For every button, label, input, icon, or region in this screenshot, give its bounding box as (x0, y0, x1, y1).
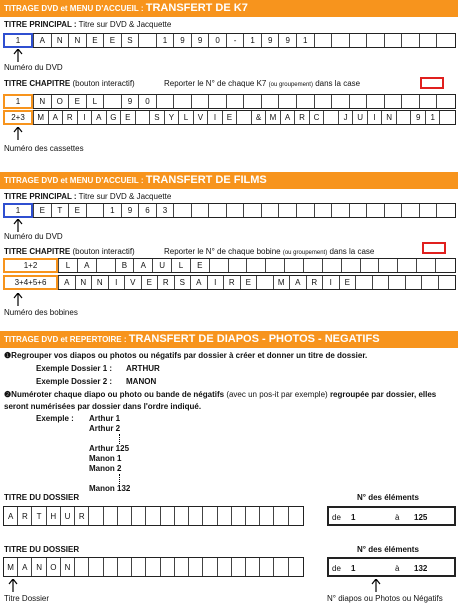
grid-cell[interactable]: N (76, 276, 93, 289)
grid-cell[interactable] (246, 507, 260, 525)
dossier1-title-label: TITRE DU DOSSIER (4, 493, 80, 502)
grid-cell[interactable] (315, 204, 333, 217)
grid-cell[interactable]: G (107, 111, 122, 124)
grid-cell[interactable] (332, 34, 350, 47)
grid-cell[interactable]: R (224, 276, 241, 289)
grid-cell[interactable]: M (4, 558, 18, 576)
grid-cell[interactable] (350, 95, 368, 108)
grid-cell[interactable] (227, 95, 245, 108)
grid-cell[interactable]: E (87, 34, 105, 47)
grid-cell[interactable]: J (339, 111, 354, 124)
step2-bullet-icon: ❷ (4, 390, 12, 399)
grid-cell[interactable] (279, 95, 297, 108)
grid-cell[interactable] (89, 507, 103, 525)
grid-cell[interactable]: E (69, 204, 87, 217)
grid-cell[interactable]: E (340, 276, 357, 289)
k7-chapter2-number-box[interactable]: 2+3 (3, 110, 33, 125)
grid-cell[interactable] (139, 34, 157, 47)
grid-cell[interactable] (260, 558, 274, 576)
grid-cell[interactable] (237, 111, 252, 124)
grid-cell[interactable] (146, 558, 160, 576)
grid-cell[interactable] (367, 34, 385, 47)
k7-banner-small: TITRAGE DVD et MENU D'ACCUEIL : (4, 4, 146, 13)
k7-number-example-box (420, 77, 444, 89)
list-ellipsis (119, 434, 122, 444)
grid-cell[interactable] (97, 259, 116, 272)
grid-cell[interactable]: O (47, 558, 61, 576)
grid-cell[interactable] (266, 259, 285, 272)
grid-cell[interactable] (257, 276, 274, 289)
grid-cell[interactable] (209, 204, 227, 217)
grid-cell[interactable] (323, 259, 342, 272)
grid-cell[interactable] (422, 276, 439, 289)
grid-cell[interactable]: H (47, 507, 61, 525)
grid-cell[interactable] (262, 95, 280, 108)
grid-cell[interactable]: S (150, 111, 165, 124)
up-arrow-icon (13, 219, 23, 232)
films-titre-principal: TITRE PRINCIPAL : Titre sur DVD & Jacquette (4, 192, 172, 201)
grid-cell[interactable]: 1 (104, 204, 122, 217)
dossier2-title-label: TITRE DU DOSSIER (4, 545, 80, 554)
diapos-step2: ❷Numéroter chaque diapo ou photo ou bande de négatifs (avec un pos-it par exemple) regroupée par dossier, elles (4, 390, 437, 399)
k7-main-title-grid[interactable] (3, 33, 456, 48)
grid-cell[interactable]: N (34, 95, 52, 108)
grid-cell[interactable] (104, 558, 118, 576)
films-number-example-box (422, 242, 446, 254)
grid-cell[interactable] (440, 111, 455, 124)
grid-cell[interactable]: U (61, 507, 75, 525)
step1-bullet-icon: ❶ (4, 351, 12, 360)
grid-cell[interactable] (324, 111, 339, 124)
grid-cell[interactable] (439, 276, 456, 289)
dossier2-elements-label: N° des éléments (357, 545, 419, 554)
grid-cell[interactable]: A (34, 34, 52, 47)
films-chapter1-grid[interactable] (3, 258, 456, 273)
exemple-label: Exemple : (36, 414, 74, 423)
grid-cell[interactable]: V (125, 276, 142, 289)
films-main-title-grid[interactable] (3, 203, 456, 218)
list-item: Arthur 125 (89, 444, 130, 453)
example-dossier1-label: Exemple Dossier 1 : (36, 364, 113, 373)
grid-cell[interactable] (175, 558, 189, 576)
grid-cell[interactable]: A (92, 111, 107, 124)
grid-cell[interactable] (332, 204, 350, 217)
grid-cell[interactable]: I (208, 111, 223, 124)
films-chapter2-grid[interactable] (3, 275, 456, 290)
grid-cell[interactable]: T (32, 507, 46, 525)
grid-cell[interactable] (297, 204, 315, 217)
k7-banner-title: TRANSFERT DE K7 (145, 2, 248, 14)
up-arrow-icon (13, 127, 23, 140)
grid-cell[interactable] (437, 204, 455, 217)
grid-cell[interactable] (315, 34, 333, 47)
diapos-step2-continued: seront numérisées par dossier dans l'ordre indiqué. (4, 402, 202, 411)
grid-cell[interactable]: N (382, 111, 397, 124)
dossier1-from: 1 (351, 513, 356, 522)
grid-cell[interactable]: 9 (279, 34, 297, 47)
films-numero-bobines-label: Numéro des bobines (4, 308, 78, 317)
grid-cell[interactable] (244, 95, 262, 108)
grid-cell[interactable] (289, 558, 303, 576)
grid-cell[interactable] (402, 34, 420, 47)
grid-cell[interactable] (367, 95, 385, 108)
grid-cell[interactable]: 1 (426, 111, 441, 124)
grid-cell[interactable] (247, 259, 266, 272)
grid-cell[interactable] (417, 259, 436, 272)
k7-reporter-text: Reporter le N° de chaque K7 (ou groupement) dans la case (164, 79, 361, 88)
grid-cell[interactable] (420, 204, 438, 217)
grid-cell[interactable]: 1 (297, 34, 315, 47)
k7-chapter2-grid[interactable] (3, 110, 456, 125)
grid-cell[interactable] (297, 95, 315, 108)
grid-cell[interactable]: 1 (244, 34, 262, 47)
k7-banner (0, 0, 458, 17)
list-item: Arthur 2 (89, 424, 121, 433)
example-dossier2-label: Exemple Dossier 2 : (36, 377, 113, 386)
grid-cell[interactable] (161, 507, 175, 525)
grid-cell[interactable] (315, 95, 333, 108)
grid-cell[interactable]: A (78, 259, 97, 272)
grid-cell[interactable] (437, 95, 455, 108)
grid-cell[interactable]: A (49, 111, 64, 124)
k7-titre-chapitre: TITRE CHAPITRE (bouton interactif) (4, 79, 135, 88)
grid-cell[interactable]: E (121, 111, 136, 124)
grid-cell[interactable] (389, 276, 406, 289)
grid-cell[interactable]: S (175, 276, 192, 289)
grid-cell[interactable] (146, 507, 160, 525)
grid-cell[interactable] (406, 276, 423, 289)
grid-cell[interactable] (203, 558, 217, 576)
grid-cell[interactable] (246, 558, 260, 576)
grid-cell[interactable]: B (116, 259, 135, 272)
grid-cell[interactable]: L (59, 259, 78, 272)
grid-cell[interactable]: Y (165, 111, 180, 124)
grid-cell[interactable] (274, 558, 288, 576)
grid-cell[interactable]: & (252, 111, 267, 124)
up-arrow-icon (13, 293, 23, 306)
grid-cell[interactable]: 9 (174, 34, 192, 47)
list-item: Manon 1 (89, 454, 122, 463)
grid-cell[interactable] (279, 204, 297, 217)
grid-cell[interactable] (304, 259, 323, 272)
grid-cell[interactable] (361, 259, 380, 272)
diapos-banner-title: TRANSFERT DE DIAPOS - PHOTOS - NEGATIFS (128, 333, 380, 345)
grid-cell[interactable]: L (172, 259, 191, 272)
list-item: Manon 132 (89, 484, 131, 493)
grid-cell[interactable]: I (78, 111, 93, 124)
dossier2-title-grid[interactable] (3, 557, 304, 577)
grid-cell[interactable]: R (295, 111, 310, 124)
grid-cell[interactable] (385, 204, 403, 217)
grid-cell[interactable]: I (368, 111, 383, 124)
grid-cell[interactable] (189, 558, 203, 576)
grid-cell[interactable] (232, 507, 246, 525)
grid-cell[interactable]: N (32, 558, 46, 576)
grid-cell[interactable] (397, 111, 412, 124)
grid-cell[interactable]: E (142, 276, 159, 289)
grid-cell[interactable]: N (61, 558, 75, 576)
dossier1-to: 125 (414, 513, 428, 522)
grid-cell[interactable] (350, 34, 368, 47)
grid-cell[interactable] (118, 558, 132, 576)
example-dossier2-value: MANON (126, 377, 157, 386)
grid-cell[interactable]: 9 (411, 111, 426, 124)
grid-cell[interactable] (87, 204, 105, 217)
grid-cell[interactable] (118, 507, 132, 525)
grid-cell[interactable] (210, 259, 229, 272)
grid-cell[interactable]: 6 (139, 204, 157, 217)
grid-cell[interactable] (398, 259, 417, 272)
grid-cell[interactable]: R (18, 507, 32, 525)
grid-cell[interactable]: N (52, 34, 70, 47)
grid-cell[interactable]: O (52, 95, 70, 108)
k7-numero-dvd-label: Numéro du DVD (4, 63, 63, 72)
grid-cell[interactable]: R (75, 507, 89, 525)
grid-cell[interactable]: A (134, 259, 153, 272)
grid-cell[interactable] (385, 95, 403, 108)
grid-cell[interactable] (232, 558, 246, 576)
up-arrow-icon (13, 49, 23, 62)
grid-cell[interactable] (89, 558, 103, 576)
grid-cell[interactable]: R (63, 111, 78, 124)
grid-cell[interactable] (174, 204, 192, 217)
k7-chapter1-number-box[interactable]: 1 (3, 94, 33, 109)
list-item: Arthur 1 (89, 414, 121, 423)
grid-cell[interactable] (203, 507, 217, 525)
grid-cell[interactable] (262, 204, 280, 217)
grid-cell[interactable] (260, 507, 274, 525)
grid-cell[interactable]: 1 (157, 34, 175, 47)
films-chapter2-number-box[interactable]: 3+4+5+6 (3, 275, 58, 290)
films-reporter-text: Reporter le N° de chaque bobine (ou groupement) dans la case (164, 247, 375, 256)
grid-cell[interactable] (192, 95, 210, 108)
grid-cell[interactable] (132, 507, 146, 525)
up-arrow-icon (371, 579, 381, 592)
grid-cell[interactable] (244, 204, 262, 217)
grid-cell[interactable]: M (34, 111, 49, 124)
films-banner-title: TRANSFERT DE FILMS (145, 174, 267, 186)
grid-cell[interactable]: N (69, 34, 87, 47)
grid-cell[interactable]: 9 (122, 204, 140, 217)
grid-cell[interactable]: A (18, 558, 32, 576)
grid-cell[interactable]: L (179, 111, 194, 124)
grid-cell[interactable] (350, 204, 368, 217)
grid-cell[interactable] (420, 95, 438, 108)
grid-cell[interactable] (209, 95, 227, 108)
grid-cell[interactable]: 0 (209, 34, 227, 47)
grid-cell[interactable]: A (290, 276, 307, 289)
list-ellipsis (119, 474, 122, 484)
dossier2-to: 132 (414, 564, 428, 573)
grid-cell[interactable] (437, 34, 455, 47)
titre-dossier-label: Titre Dossier (4, 594, 50, 603)
grid-cell[interactable]: M (274, 276, 291, 289)
grid-cell[interactable] (367, 204, 385, 217)
grid-cell[interactable]: E (69, 95, 87, 108)
grid-cell[interactable]: 9 (262, 34, 280, 47)
grid-cell[interactable]: I (109, 276, 126, 289)
grid-cell[interactable] (189, 507, 203, 525)
grid-cell[interactable] (274, 507, 288, 525)
grid-cell[interactable]: E (34, 204, 52, 217)
films-chapter1-number-box[interactable]: 1+2 (3, 258, 58, 273)
grid-cell[interactable]: 3 (157, 204, 175, 217)
list-item: Manon 2 (89, 464, 122, 473)
grid-cell[interactable]: N (92, 276, 109, 289)
k7-chapter1-grid[interactable] (3, 94, 456, 109)
grid-cell[interactable] (104, 507, 118, 525)
grid-cell[interactable]: U (153, 259, 172, 272)
films-banner (0, 172, 458, 189)
k7-titre-principal: TITRE PRINCIPAL : Titre sur DVD & Jacquette (4, 20, 172, 29)
dossier2-count-box[interactable]: de 1 à 132 (327, 557, 456, 577)
grid-cell[interactable] (132, 558, 146, 576)
grid-cell[interactable] (285, 259, 304, 272)
films-titre-chapitre: TITRE CHAPITRE (bouton interactif) (4, 247, 135, 256)
dossier1-title-grid[interactable] (3, 506, 304, 526)
up-arrow-icon (8, 579, 18, 592)
grid-cell[interactable] (229, 259, 248, 272)
grid-cell[interactable]: A (191, 276, 208, 289)
grid-cell[interactable]: I (323, 276, 340, 289)
grid-cell[interactable] (356, 276, 373, 289)
grid-cell[interactable] (436, 259, 455, 272)
dossier1-count-box[interactable]: de 1 à 125 (327, 506, 456, 526)
dossier1-elements-label: N° des éléments (357, 493, 419, 502)
grid-cell[interactable]: E (104, 34, 122, 47)
films-dvd-number-box[interactable]: 1 (3, 203, 33, 218)
grid-cell[interactable] (174, 95, 192, 108)
grid-cell[interactable] (379, 259, 398, 272)
grid-cell[interactable]: A (59, 276, 76, 289)
grid-cell[interactable]: - (227, 34, 245, 47)
grid-cell[interactable]: I (208, 276, 225, 289)
grid-cell[interactable] (385, 34, 403, 47)
example-dossier1-value: ARTHUR (126, 364, 160, 373)
grid-cell[interactable] (373, 276, 390, 289)
grid-cell[interactable]: R (307, 276, 324, 289)
grid-cell[interactable] (136, 111, 151, 124)
grid-cell[interactable] (192, 204, 210, 217)
k7-dvd-number-box[interactable]: 1 (3, 33, 33, 48)
grid-cell[interactable] (420, 34, 438, 47)
diapos-banner-small: TITRAGE DVD et REPERTOIRE : (4, 335, 129, 344)
grid-cell[interactable] (161, 558, 175, 576)
grid-cell[interactable] (218, 507, 232, 525)
num-diapos-label: N° diapos ou Photos ou Négatifs (327, 594, 443, 603)
grid-cell[interactable] (157, 95, 175, 108)
grid-cell[interactable]: E (191, 259, 210, 272)
grid-cell[interactable]: S (122, 34, 140, 47)
films-numero-dvd-label: Numéro du DVD (4, 232, 63, 241)
grid-cell[interactable] (402, 204, 420, 217)
grid-cell[interactable] (227, 204, 245, 217)
grid-cell[interactable]: C (310, 111, 325, 124)
grid-cell[interactable] (402, 95, 420, 108)
grid-cell[interactable]: 0 (139, 95, 157, 108)
k7-numero-cassettes-label: Numéro des cassettes (4, 144, 84, 153)
grid-cell[interactable]: 9 (122, 95, 140, 108)
diapos-banner (0, 331, 458, 348)
dossier2-from: 1 (351, 564, 356, 573)
grid-cell[interactable]: R (158, 276, 175, 289)
grid-cell[interactable] (342, 259, 361, 272)
films-banner-small: TITRAGE DVD et MENU D'ACCUEIL : (4, 176, 146, 185)
grid-cell[interactable]: E (223, 111, 238, 124)
grid-cell[interactable]: 9 (192, 34, 210, 47)
grid-cell[interactable]: E (241, 276, 258, 289)
grid-cell[interactable]: U (353, 111, 368, 124)
grid-cell[interactable] (75, 558, 89, 576)
grid-cell[interactable] (332, 95, 350, 108)
grid-cell[interactable] (175, 507, 189, 525)
grid-cell[interactable] (104, 95, 122, 108)
diapos-step1: ❶Regrouper vos diapos ou photos ou négatifs par dossier à créer et donner un titre de dossier. (4, 351, 368, 360)
grid-cell[interactable]: L (87, 95, 105, 108)
grid-cell[interactable]: A (4, 507, 18, 525)
grid-cell[interactable]: A (281, 111, 296, 124)
grid-cell[interactable]: T (52, 204, 70, 217)
grid-cell[interactable] (218, 558, 232, 576)
grid-cell[interactable] (289, 507, 303, 525)
grid-cell[interactable]: V (194, 111, 209, 124)
grid-cell[interactable]: M (266, 111, 281, 124)
